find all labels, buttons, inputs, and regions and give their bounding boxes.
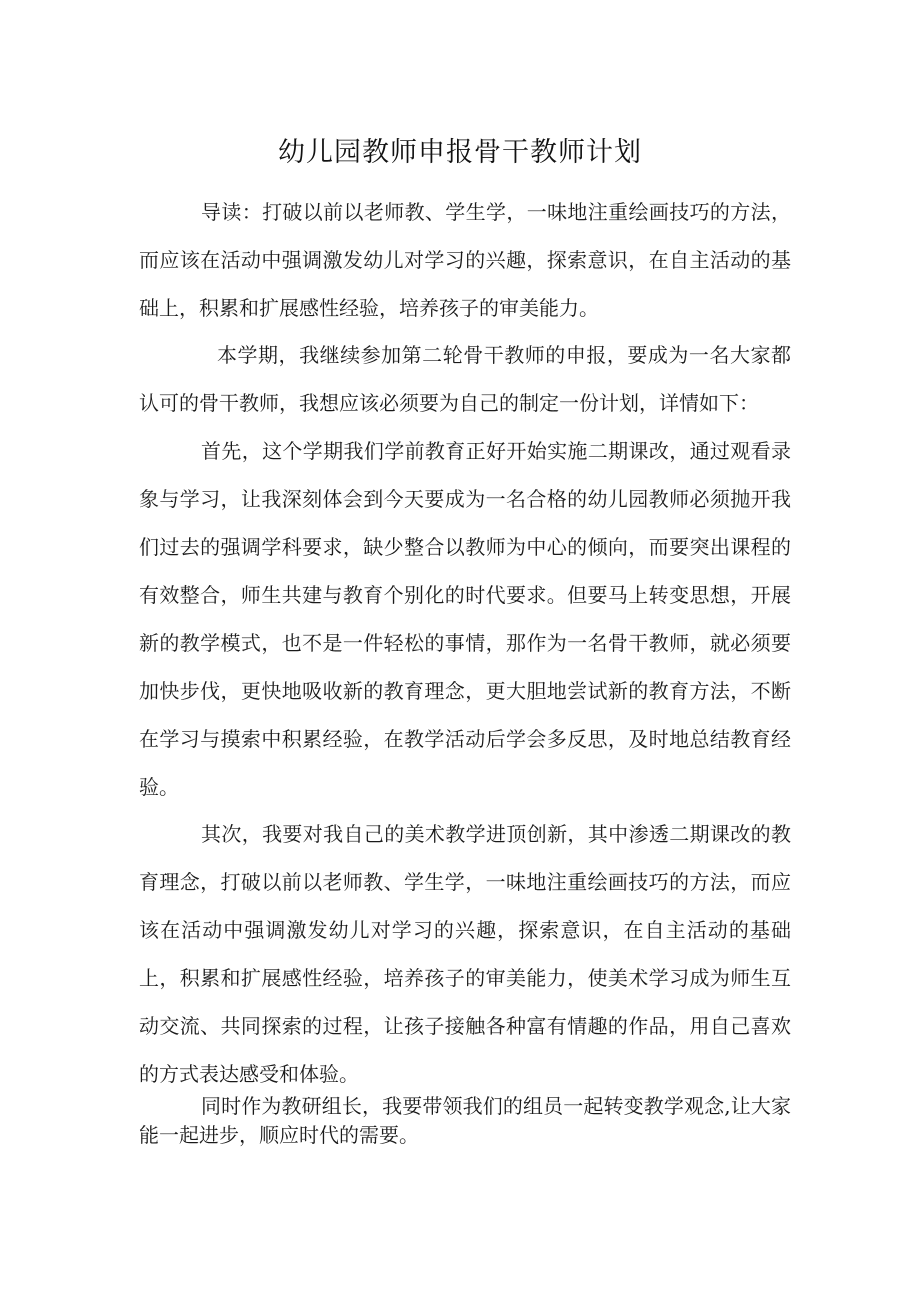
- paragraph-first: 首先，这个学期我们学前教育正好开始实施二期课改，通过观看录象与学习，让我深刻体会到今天要成为一名合格的幼儿园教师必须抛开我们过去的强调学科要求，缺少整合以教师为中心的倾向，而要突出课程的有效整合，师生共建与教育个别化的时代要求。但要马上转变思想，开展新的教学模式，也不是一件轻松的事情，那作为一名骨干教师，就必须要加快步伐，更快地吸收新的教育理念，更大胆地尝试新的教育方法，不断在学习与摸索中积累经验，在教学活动后学会多反思，及时地总结教育经验。: [139, 439, 791, 799]
- paragraph-semester: 本学期，我继续参加第二轮骨干教师的申报，要成为一名大家都认可的骨干教师，我想应该必须要为自己的制定一份计划，详情如下：: [139, 343, 791, 415]
- paragraph-second: 其次，我要对我自己的美术教学进顶创新，其中渗透二期课改的教育理念，打破以前以老师教、学生学，一味地注重绘画技巧的方法，而应该在活动中强调激发幼儿对学习的兴趣，探索意识，在自主活动的基础上，积累和扩展感性经验，培养孩子的审美能力，使美术学习成为师生互动交流、共同探索的过程，让孩子接触各种富有情趣的作品，用自己喜欢的方式表达感受和体验。: [139, 822, 791, 1086]
- paragraph-third: 同时作为教研组长，我要带领我们的组员一起转变教学观念,让大家能一起进步，顺应时代的需要。: [139, 1094, 791, 1147]
- document-title: 幼儿园教师申报骨干教师计划: [278, 137, 642, 168]
- paragraph-intro: 导读：打破以前以老师教、学生学，一味地注重绘画技巧的方法，而应该在活动中强调激发幼儿对学习的兴趣，探索意识，在自主活动的基础上，积累和扩展感性经验，培养孩子的审美能力。: [139, 200, 791, 320]
